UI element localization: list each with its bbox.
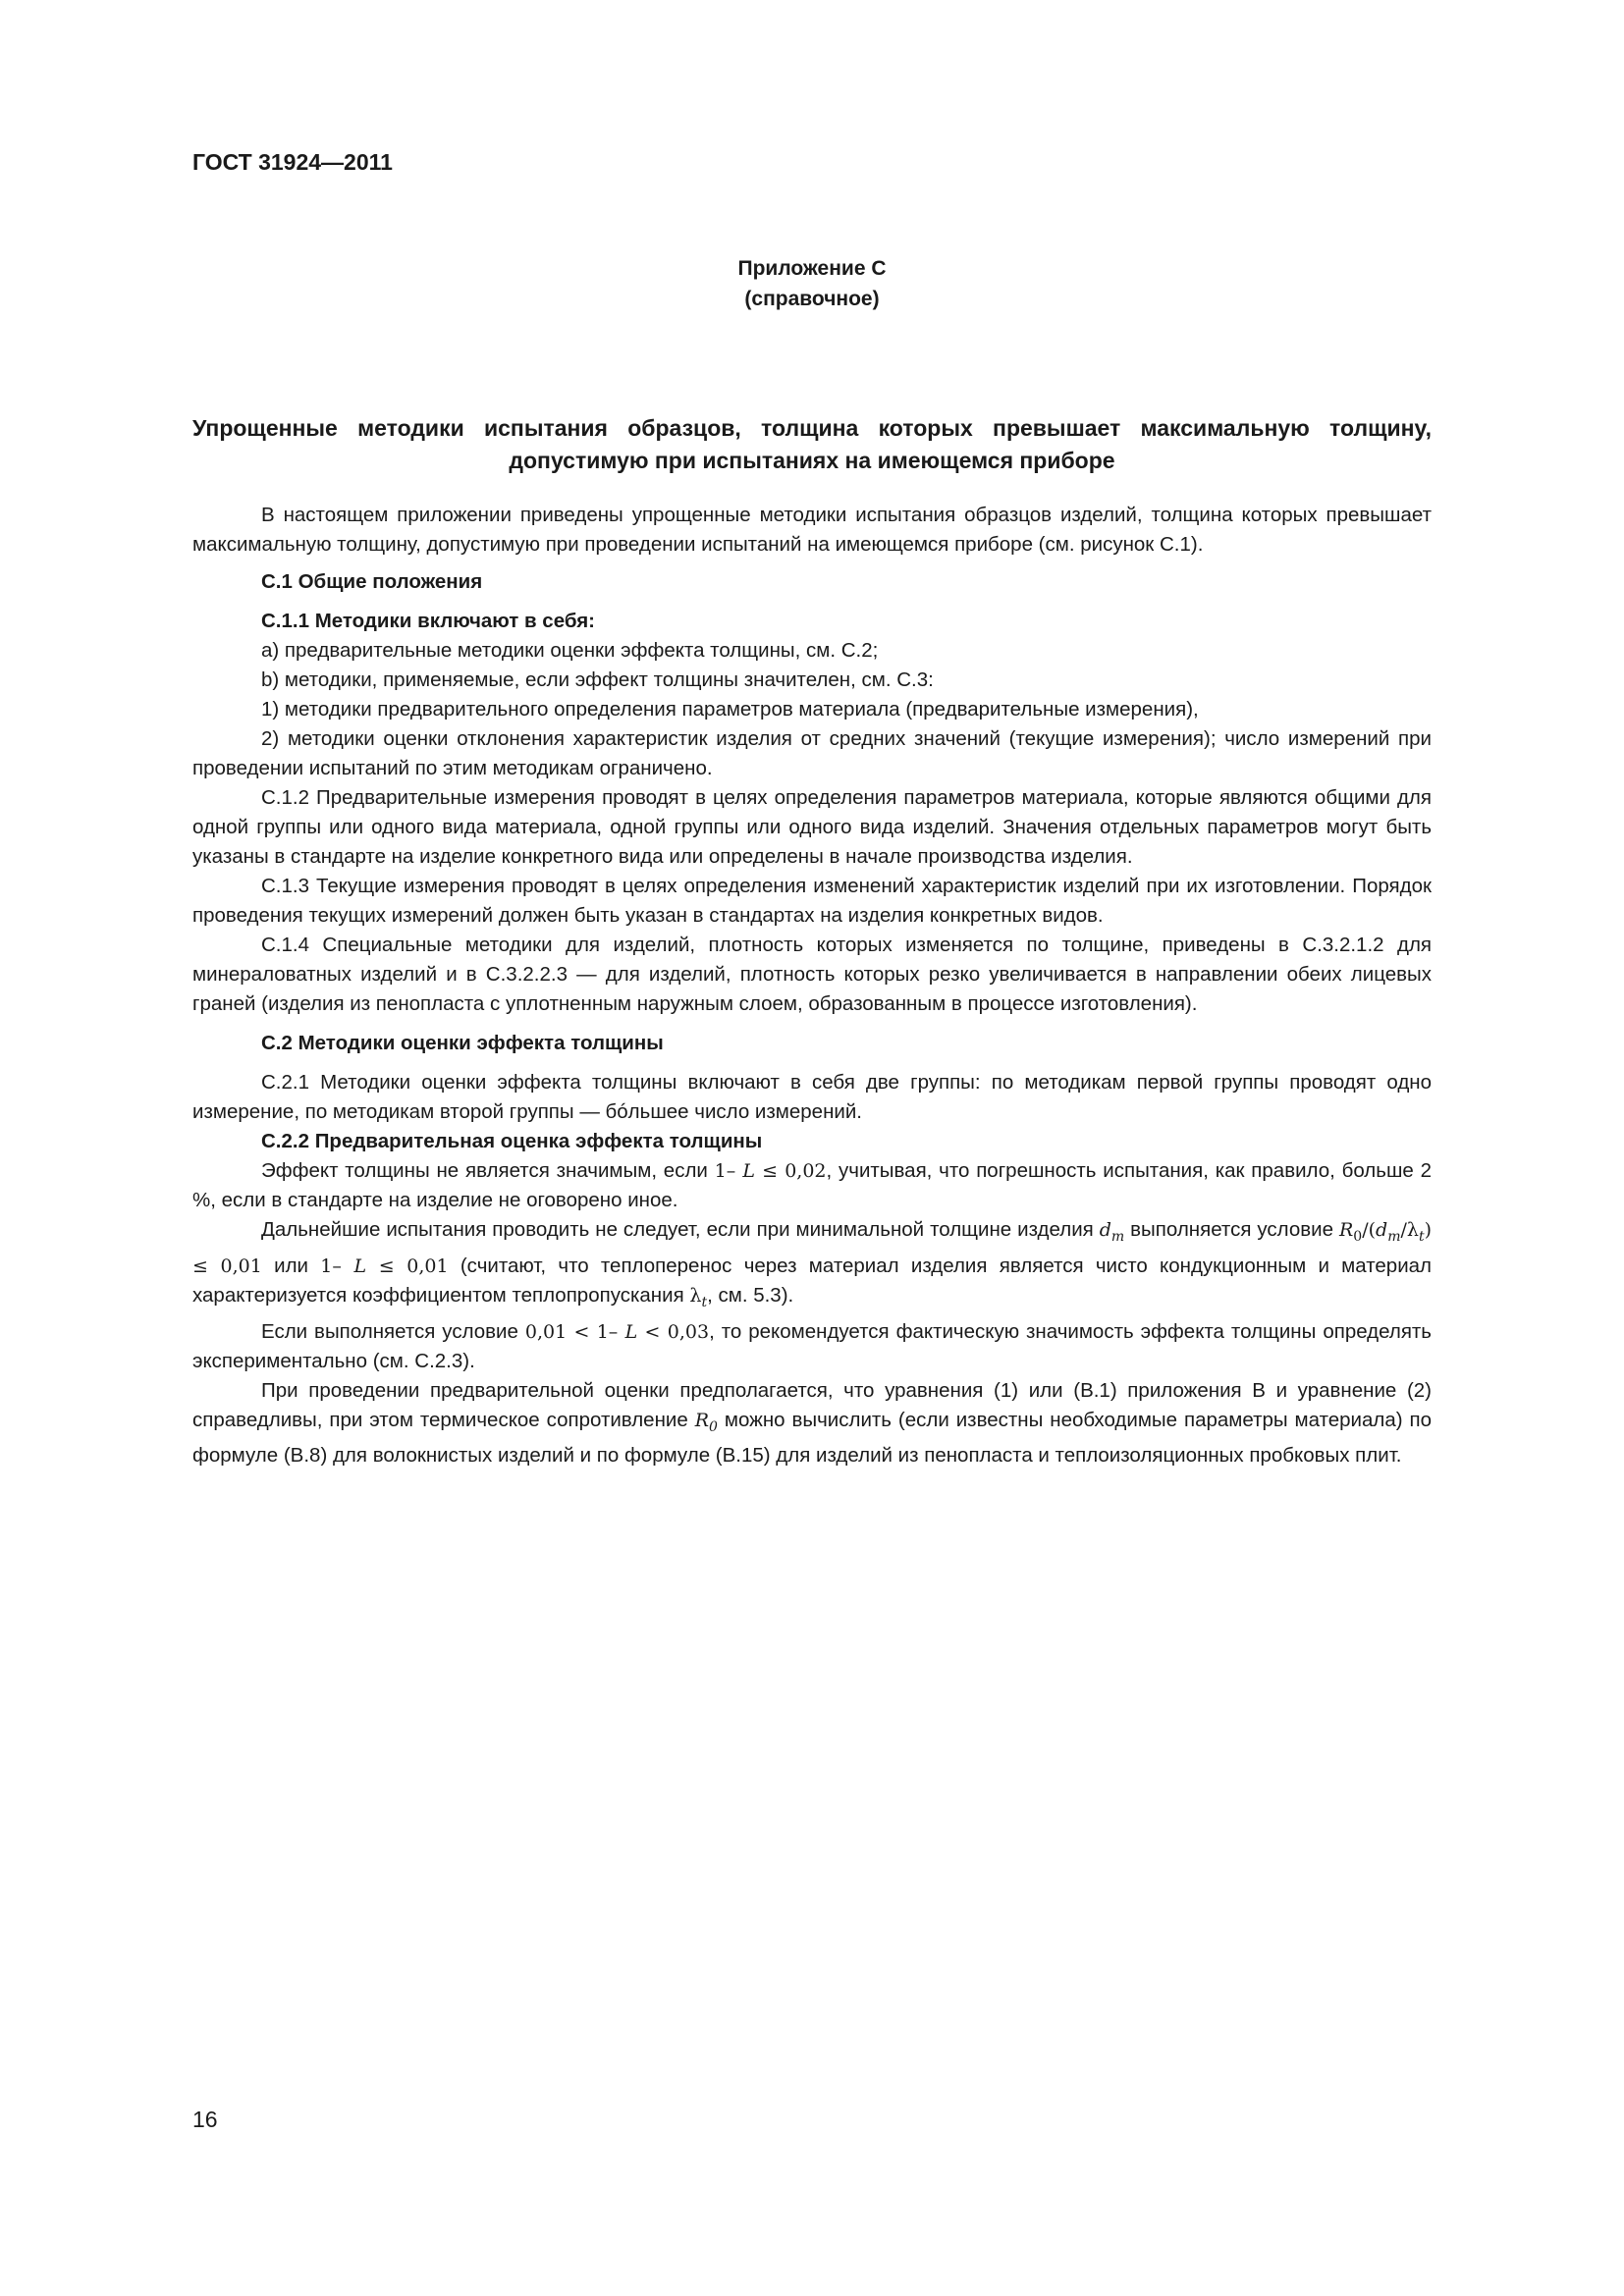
document-header: ГОСТ 31924—2011 bbox=[192, 149, 393, 175]
list-item-1: 1) методики предварительного определения параметров материала (предварительные измерения), bbox=[261, 698, 1199, 721]
intro-paragraph: В настоящем приложении приведены упрощенные методики испытания образцов изделий, толщина которых превышает максимальную толщину, допустимую при проведении испытаний на имеющемся приборе (см. рисунок С.1). bbox=[192, 504, 1432, 556]
c22d-text-2: можно вычислить (если известны необходимые параметры материала) по формуле (В.8) для волокнистых изделий и по формуле (В.15) для изделий из пенопласта и теплоизоляционных пробковых плит. bbox=[192, 1408, 1433, 1468]
page-number: 16 bbox=[192, 2107, 218, 2132]
document-body bbox=[192, 501, 1432, 1470]
list-item-2: 2) методики оценки отклонения характеристик изделия от средних значений (текущие измерения); число измерений при проведении испытаний по этим методикам ограничено. bbox=[192, 727, 1432, 779]
symbol-dm: $d_m$ bbox=[1099, 1219, 1125, 1245]
c22a-text-pre: Эффект толщины не является значимым, если bbox=[261, 1159, 708, 1182]
c22a-text-post: , учитывая, что погрешность испытания, как правило, больше 2 %, если в стандарте на изделие не оговорено иное. bbox=[192, 1159, 1432, 1211]
paragraph-c22-assumption bbox=[192, 1376, 1432, 1471]
c22b-text-1: Дальнейшие испытания проводить не следует, если при минимальной толщине изделия bbox=[261, 1218, 1094, 1241]
section-heading-c2: С.2 Методики оценки эффекта толщины bbox=[261, 1032, 664, 1054]
c22b-text-2: выполняется условие bbox=[1130, 1218, 1334, 1241]
paragraph-c14: С.1.4 Специальные методики для изделий, плотность которых изменяется по толщине, приведены в С.3.2.1.2 для минераловатных изделий и в С.3.2.2.3 — для изделий, плотность которых резко увеличивается в направлении обеих лицевых граней (изделия из пенопласта с уплотненным наружным слоем, образованным в процессе изготовления). bbox=[192, 934, 1432, 1015]
paragraph-c22-significance bbox=[192, 1156, 1432, 1215]
appendix-title: Упрощенные методики испытания образцов, толщина которых превышает максимальную толщину, допустимую при испытаниях на имеющемся приборе bbox=[192, 415, 1432, 473]
paragraph-c22-condition bbox=[192, 1215, 1432, 1317]
section-heading-c22: С.2.2 Предварительная оценка эффекта толщины bbox=[261, 1130, 763, 1152]
symbol-lambda-t: $\lambda_t$ bbox=[689, 1284, 708, 1310]
section-heading-c11: С.1.1 Методики включают в себя: bbox=[261, 610, 596, 632]
formula-1-minus-l-le-001: 1– L ≤ 0,01 bbox=[320, 1255, 449, 1277]
c22c-text-pre: Если выполняется условие bbox=[261, 1319, 518, 1343]
formula-1-minus-l-le-002: 1– L ≤ 0,02 bbox=[714, 1160, 827, 1182]
appendix-label: Приложение С bbox=[737, 257, 887, 280]
symbol-r0: $R_0$ bbox=[694, 1409, 718, 1435]
formula-r0-ratio: $R_0/(d_m/\lambda_t) \le 0,01$ bbox=[192, 1219, 1433, 1277]
section-heading-c1: С.1 Общие положения bbox=[261, 570, 483, 593]
list-item-a: a) предварительные методики оценки эффекта толщины, см. С.2; bbox=[261, 639, 879, 662]
appendix-heading bbox=[0, 253, 1624, 314]
c22c-text-post: , то рекомендуется фактическую значимость эффекта толщины определять экспериментально (см. С.2.3). bbox=[192, 1319, 1432, 1372]
list-item-b: b) методики, применяемые, если эффект толщины значителен, см. С.3: bbox=[261, 668, 934, 691]
c22b-text-or: или bbox=[274, 1254, 308, 1277]
formula-range-001-003: 0,01 < 1– L < 0,03 bbox=[524, 1320, 710, 1343]
c22d-text-1: При проведении предварительной оценки предполагается, что уравнения (1) или (В.1) приложения В и уравнение (2) справедливы, при этом термическое сопротивление bbox=[192, 1378, 1432, 1431]
paragraph-c12: С.1.2 Предварительные измерения проводят в целях определения параметров материала, которые являются общими для одной группы или одного вида материала, одной группы или одного вида изделий. Значения отдельных параметров могут быть указаны в стандарте на изделие конкретного вида или определены в начале производства изделия. bbox=[192, 786, 1432, 868]
c22b-text-4: , см. 5.3). bbox=[707, 1283, 794, 1307]
paragraph-c13: С.1.3 Текущие измерения проводят в целях определения изменений характеристик изделий при их изготовлении. Порядок проведения текущих измерений должен быть указан в стандартах на изделия конкретных видов. bbox=[192, 875, 1432, 927]
paragraph-c21: С.2.1 Методики оценки эффекта толщины включают в себя две группы: по методикам первой группы проводят одно измерение, по методикам второй группы — бóльшее число измерений. bbox=[192, 1071, 1432, 1123]
paragraph-c22-experimental bbox=[192, 1317, 1432, 1376]
c22b-text-3: (считают, что теплоперенос через материал изделия является чисто кондукционным и материал характеризуется коэффициентом теплопропускания bbox=[192, 1254, 1433, 1307]
appendix-status: (справочное) bbox=[744, 288, 880, 310]
